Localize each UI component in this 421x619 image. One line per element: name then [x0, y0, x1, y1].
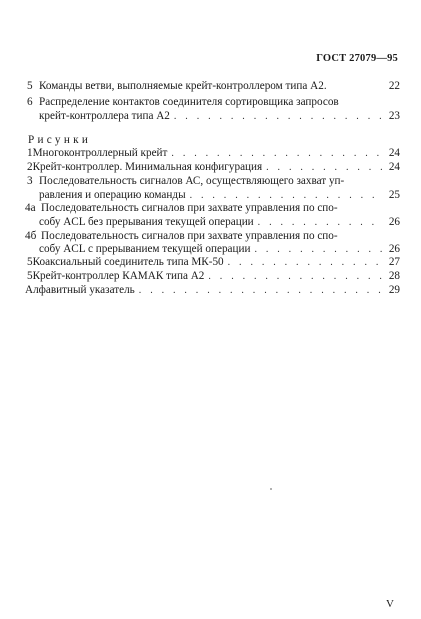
entry-number: 2 [27, 161, 33, 173]
entry-title: Многоконтроллерный крейт [32, 147, 168, 159]
entry-number: 5 [27, 256, 33, 268]
entry-title: Команды ветви, выполняемые крейт-контроллером типа А2. [39, 80, 327, 92]
toc-entry-figure-3-cont [27, 188, 400, 202]
toc-entry-figure-1 [27, 146, 400, 160]
leader-dots [228, 256, 382, 270]
entry-number: 5 [27, 80, 33, 92]
entry-page: 27 [388, 256, 400, 268]
entry-page: 22 [388, 80, 400, 92]
toc-entry-index [25, 283, 400, 297]
entry-page: 26 [388, 243, 400, 255]
toc-entry-table-5 [27, 79, 400, 93]
entry-page: 26 [388, 216, 400, 228]
entry-title-continuation: крейт-контроллера типа А2 [39, 110, 170, 122]
leader-dots [208, 270, 382, 284]
entry-title: Крейт-контроллер КАМАК типа А2 [32, 270, 205, 282]
entry-page: 24 [388, 147, 400, 159]
entry-page: 25 [388, 189, 400, 201]
entry-title-continuation: равления и операцию команды [39, 189, 186, 201]
scan-speck [270, 488, 272, 490]
toc-entry-figure-5 [27, 255, 400, 269]
entry-number: 4б [25, 230, 37, 242]
entry-page: 29 [388, 284, 400, 296]
entry-title: Коаксиальный соединитель типа МК-50 [32, 256, 224, 268]
entry-title: Последовательность сигналов при захвате управления по спо- [41, 202, 338, 214]
entry-number: 6 [27, 96, 33, 108]
entry-title: Крейт-контроллер. Минимальная конфигурация [32, 161, 263, 173]
toc-entry-figure-4b [25, 229, 400, 243]
leader-dots [266, 161, 382, 175]
entry-title-continuation: собу ACL без прерывания текущей операции [39, 216, 254, 228]
toc-entry-table-6 [27, 95, 400, 109]
standard-header: ГОСТ 27079—95 [316, 53, 398, 64]
entry-title: Алфавитный указатель [25, 284, 135, 296]
entry-title: Последовательность сигналов при захвате управления по спо- [41, 230, 338, 242]
leader-dots [258, 216, 382, 230]
leader-dots [139, 284, 382, 298]
entry-page: 24 [388, 161, 400, 173]
toc-entry-figure-3 [27, 174, 400, 188]
toc-entry-table-6-cont [27, 109, 400, 123]
toc-entry-figure-2 [27, 160, 400, 174]
entry-number: 1 [27, 147, 33, 159]
entry-page: 28 [388, 270, 400, 282]
entry-number: 5 [27, 270, 33, 282]
entry-page: 23 [388, 110, 400, 122]
entry-title: Распределение контактов соединителя сортировщика запросов [39, 96, 339, 108]
entry-title: Последовательность сигналов АС, осуществляющего захват уп- [39, 175, 345, 187]
figures-heading: Рисунки [28, 134, 92, 146]
leader-dots [174, 110, 382, 124]
leader-dots [171, 147, 382, 161]
entry-number: 4а [25, 202, 36, 214]
entry-title-continuation: собу ACL с прерыванием текущей операции [39, 243, 251, 255]
toc-entry-figure-4a [25, 201, 400, 215]
page-number-roman: V [386, 598, 394, 610]
toc-entry-figure-6 [27, 269, 400, 283]
toc-entry-figure-4a-cont [27, 215, 400, 229]
entry-number: 3 [27, 175, 33, 187]
toc-entry-figure-4b-cont [27, 242, 400, 256]
